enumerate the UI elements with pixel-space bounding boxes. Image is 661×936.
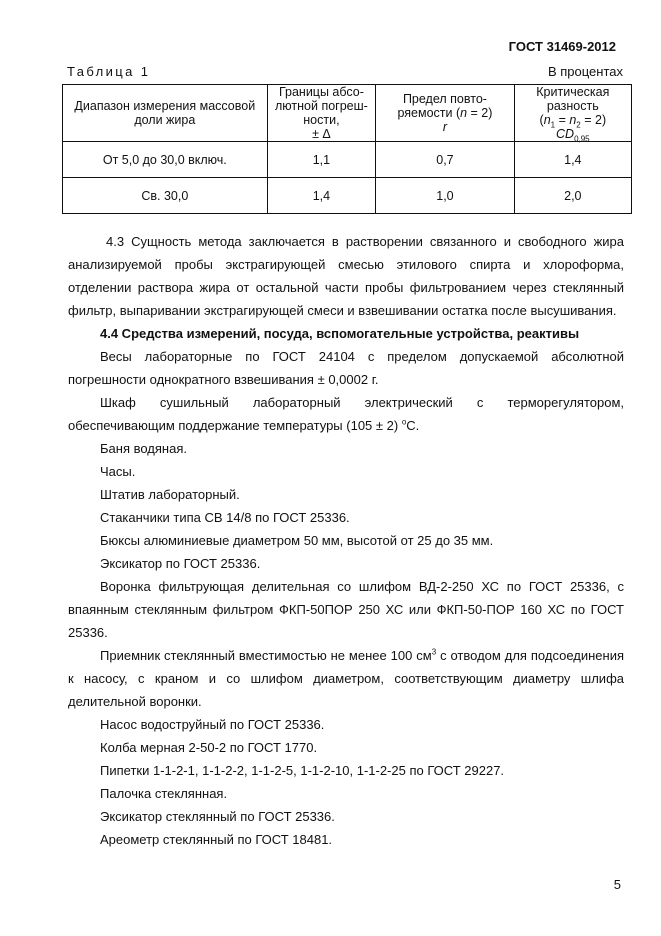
item-drying-oven-unit: С. <box>406 418 420 433</box>
header-absolute-error-line1: Границы абсо- <box>278 85 364 99</box>
table-caption: Таблица 1 <box>67 64 151 79</box>
item-receiver-text-b: с отводом для подсоединения к насосу, с краном и со шлифом диаметром, соответствующим диаметру шлифа делительной воронки. <box>68 648 624 709</box>
header-critical-eq: = 2) <box>580 113 607 127</box>
header-critical-cd: CD <box>556 127 575 141</box>
header-critical-sub1: 1 <box>550 120 556 130</box>
item-clock: Часы. <box>100 464 136 479</box>
table-row <box>63 142 632 178</box>
item-water-pump: Насос водоструйный по ГОСТ 25336. <box>100 717 325 732</box>
document-body <box>68 230 624 851</box>
item-receiver <box>68 644 624 713</box>
cell-range: Св. 30,0 <box>63 178 268 214</box>
item-glass-rod: Палочка стеклянная. <box>100 786 228 801</box>
item-weighing-cups: Бюксы алюминиевые диаметром 50 мм, высотой от 25 до 35 мм. <box>100 533 494 548</box>
header-repeatability-limit <box>376 85 514 142</box>
table-header-row <box>63 85 632 142</box>
header-critical-n1: n <box>543 113 551 127</box>
header-critical-difference: Критическая разность $(n_1 = n_2 = 2)$ $CD_{0,95}$ <box>514 85 631 142</box>
item-desiccator: Эксикатор по ГОСТ 25336. <box>100 556 261 571</box>
header-critical-line2: разность <box>546 99 599 113</box>
section-heading-equipment: 4.4 Средства измерений, посуда, вспомогательные устройства, реактивы <box>100 326 580 341</box>
item-drying-oven-text: Шкаф сушильный лабораторный электрический с терморегулятором, обеспечивающим поддержание температуры (105 ± 2) <box>68 395 624 433</box>
header-absolute-error-line3: ности, <box>303 113 340 127</box>
document-standard-number: ГОСТ 31469-2012 <box>508 39 616 54</box>
item-glass-desiccator: Эксикатор стеклянный по ГОСТ 25336. <box>100 809 335 824</box>
header-absolute-error <box>267 85 376 142</box>
cell-critical: 1,4 <box>514 142 631 178</box>
header-critical-line1: Критическая <box>536 85 610 99</box>
cell-abs-error: 1,1 <box>267 142 376 178</box>
paragraph-method-essence: 4.3 Сущность метода заключается в растворении связанного и свободного жира анализируемой пробы экстрагирующей смесью этилового спирта и хлороформа, отделении раствора жира от остальной части пробы фильтрованием через стеклянный фильтр, выпаривании экстрагирующей смеси и взвешивании остатка после высушивания. <box>68 234 624 318</box>
header-repeatability-line2b: = 2) <box>467 106 493 120</box>
item-water-bath: Баня водяная. <box>100 441 187 456</box>
page-number: 5 <box>613 877 621 892</box>
header-critical-sub2: 2 <box>576 120 581 130</box>
header-repeatability-symbol: r <box>442 120 448 134</box>
header-repeatability-line2a: ряемости ( <box>397 106 461 120</box>
table-units: В процентах <box>547 64 623 79</box>
item-beakers: Стаканчики типа СВ 14/8 по ГОСТ 25336. <box>100 510 350 525</box>
cell-repeatability: 1,0 <box>376 178 514 214</box>
header-absolute-error-line2: лютной погреш- <box>275 99 368 113</box>
cubic-superscript: 3 <box>431 647 437 657</box>
header-repeatability-line1: Предел повто- <box>402 92 487 106</box>
item-drying-oven <box>68 391 624 437</box>
header-critical-n2: n <box>569 113 577 127</box>
header-measurement-range: Диапазон измерения массовой доли жира <box>63 85 268 142</box>
item-scales: Весы лабораторные по ГОСТ 24104 с пределом допускаемой абсолютной погрешности однократного взвешивания ± 0,0002 г. <box>68 349 624 387</box>
precision-table <box>62 84 632 214</box>
item-pipettes: Пипетки 1-1-2-1, 1-1-2-2, 1-1-2-5, 1-1-2-10, 1-1-2-25 по ГОСТ 29227. <box>100 763 505 778</box>
item-areometer: Ареометр стеклянный по ГОСТ 18481. <box>100 832 333 847</box>
item-filter-funnel: Воронка фильтрующая делительная со шлифом ВД-2-250 ХС по ГОСТ 25336, с впаянным стеклянным фильтром ФКП-50ПОР 250 ХС или ФКП-50-ПОР 160 ХС по ГОСТ 25336. <box>68 579 624 640</box>
cell-critical: 2,0 <box>514 178 631 214</box>
item-stand: Штатив лабораторный. <box>100 487 240 502</box>
header-repeatability-n: n <box>460 106 468 120</box>
header-absolute-error-line4: ± Δ <box>312 127 331 141</box>
header-critical-cd-sub: 0,95 <box>574 134 590 144</box>
table-row <box>63 178 632 214</box>
cell-abs-error: 1,4 <box>267 178 376 214</box>
cell-range: От 5,0 до 30,0 включ. <box>63 142 268 178</box>
item-volumetric-flask: Колба мерная 2-50-2 по ГОСТ 1770. <box>100 740 318 755</box>
degree-sign: o <box>401 417 407 427</box>
cell-repeatability: 0,7 <box>376 142 514 178</box>
item-receiver-text-a: Приемник стеклянный вместимостью не менее 100 см <box>100 648 432 663</box>
